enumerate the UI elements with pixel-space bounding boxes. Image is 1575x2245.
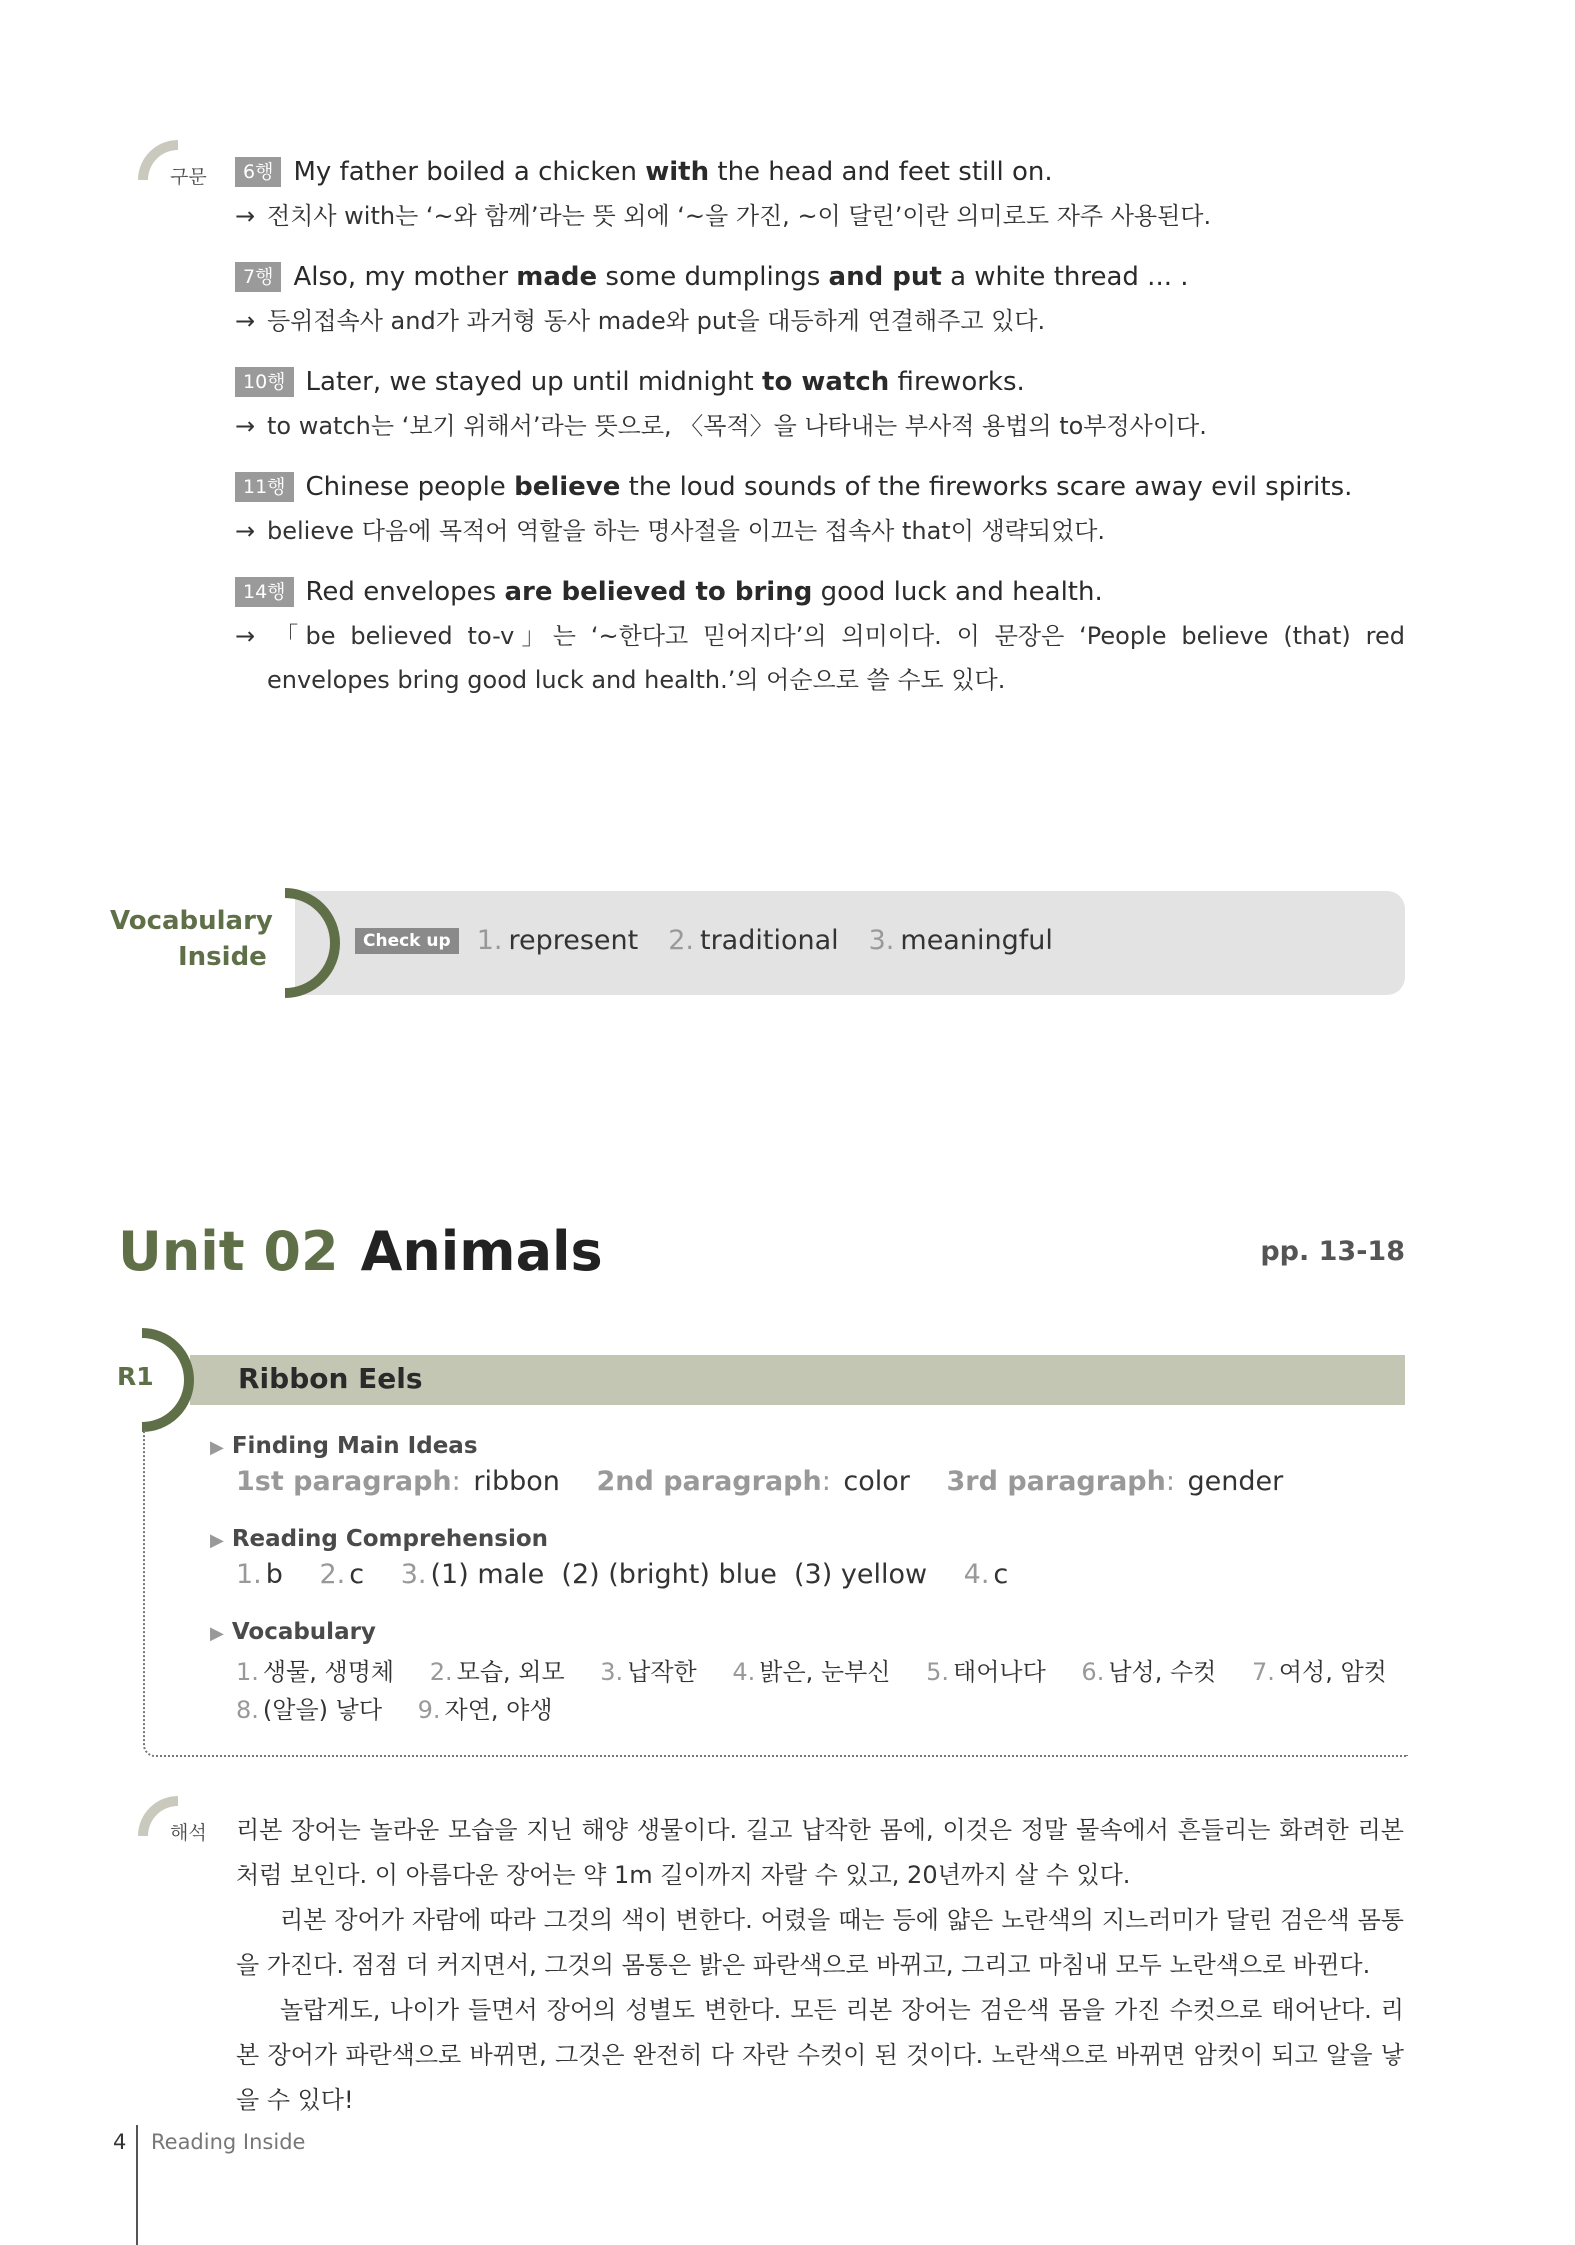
explanation-text: believe 다음에 목적어 역할을 하는 명사절을 이끄는 접속사 that이 생략되었다. <box>267 517 1106 545</box>
line-number-badge: 14행 <box>235 577 294 607</box>
syntax-explanation <box>235 614 1405 702</box>
emphasized-phrase: to watch <box>762 367 890 397</box>
syntax-label: 구문 <box>170 166 207 188</box>
book-title: Reading Inside <box>151 2130 306 2154</box>
emphasized-phrase: are believed to bring <box>504 577 813 607</box>
line-number-badge: 7행 <box>235 262 281 292</box>
check-up-badge: Check up <box>355 928 459 954</box>
unit-name: Animals <box>360 1220 603 1283</box>
explanation-text: 「be believed to-v」는 ‘~한다고 믿어지다’의 의미이다. 이 문장은 ‘People believe (that) red envelopes bring good luck and health.’의 어순으로 쓸 수도 있다. <box>267 622 1405 694</box>
triangle-bullet-icon: ▶ <box>210 1437 224 1458</box>
example-sentence <box>306 577 1103 607</box>
syntax-sentence-line <box>235 360 1405 404</box>
triangle-bullet-icon: ▶ <box>210 1623 224 1644</box>
line-number-badge: 11행 <box>235 472 294 502</box>
unit-number: Unit 02 <box>118 1220 339 1283</box>
translation-paragraph-1: 리본 장어는 놀라운 모습을 지닌 해양 생물이다. 길고 납작한 몸에, 이것은 정말 물속에서 흔들리는 화려한 리본처럼 보인다. 이 아름다운 장어는 약 1m 길이까지 자랄 수 있고, 20년까지 살 수 있다. <box>236 1816 1404 1889</box>
sentence-fragment: Red envelopes <box>305 577 505 607</box>
example-sentence <box>306 367 1025 397</box>
translation-label: 해석 <box>170 1822 207 1844</box>
syntax-item <box>235 570 1405 702</box>
vocab-answer-1: 1. represent <box>476 925 639 956</box>
vocabulary-row-2: 8. (알을) 낳다 9. 자연, 야생 <box>236 1696 553 1724</box>
syntax-sentence-line <box>235 255 1405 299</box>
emphasized-phrase: with <box>645 157 710 187</box>
syntax-explanation <box>235 404 1405 448</box>
example-sentence <box>293 262 1188 292</box>
explanation-text: 등위접속사 and가 과거형 동사 made와 put을 대등하게 연결해주고 있다. <box>267 307 1046 335</box>
syntax-sentence-line <box>235 465 1405 509</box>
translation-paragraph-2: 리본 장어가 자람에 따라 그것의 색이 변한다. 어렸을 때는 등에 얇은 노란색의 지느러미가 달린 검은색 몸통을 가진다. 점점 더 커지면서, 그것의 몸통은 밝은 파란색으로 바뀌고, 그리고 마침내 모두 노란색으로 바뀐다. <box>236 1906 1404 1979</box>
sentence-fragment: good luck and health. <box>812 577 1103 607</box>
sentence-fragment: My father boiled a chicken <box>293 157 646 187</box>
explanation-text: to watch는 ‘보기 위해서’라는 뜻으로, 〈목적〉을 나타내는 부사적 용법의 to부정사이다. <box>267 412 1207 440</box>
r1-title: Ribbon Eels <box>238 1362 423 1395</box>
sentence-fragment: Also, my mother <box>293 262 517 292</box>
right-arrow-icon: → <box>235 202 256 230</box>
syntax-sentence-line <box>235 570 1405 614</box>
vocabulary-row-1: 1. 생물, 생명체 2. 모습, 외모 3. 납작한 4. 밝은, 눈부신 5. 태어나다 6. 남성, 수컷 7. 여성, 암컷 <box>236 1658 1387 1686</box>
line-number-badge: 10행 <box>235 367 294 397</box>
vocab-answer-2: 2. traditional <box>668 925 839 956</box>
sentence-fragment: the loud sounds of the fireworks scare away evil spirits. <box>620 472 1353 502</box>
syntax-explanation <box>235 509 1405 553</box>
main-ideas-row: 1st paragraph: ribbon 2nd paragraph: color 3rd paragraph: gender <box>236 1466 1284 1497</box>
vocab-answer-3: 3. meaningful <box>868 925 1053 956</box>
triangle-bullet-icon: ▶ <box>210 1530 224 1551</box>
sentence-fragment: a white thread ... . <box>941 262 1189 292</box>
explanation-text: 전치사 with는 ‘~와 함께’라는 뜻 외에 ‘~을 가진, ~이 달린’이란 의미로도 자주 사용된다. <box>267 202 1212 230</box>
syntax-item <box>235 465 1405 553</box>
comprehension-heading: ▶ Reading Comprehension <box>210 1526 549 1552</box>
right-arrow-icon: → <box>235 412 256 440</box>
vocabulary-heading: ▶ Vocabulary <box>210 1619 376 1645</box>
example-sentence <box>293 157 1052 187</box>
syntax-item <box>235 150 1405 238</box>
sentence-fragment: fireworks. <box>889 367 1025 397</box>
footer-divider <box>136 2125 138 2245</box>
main-ideas-heading: ▶ Finding Main Ideas <box>210 1433 478 1459</box>
translation-text <box>236 1808 1404 2123</box>
comprehension-row: 1. b 2. c 3. (1) male (2) (bright) blue (3) yellow 4. c <box>236 1559 1009 1590</box>
right-arrow-icon: → <box>235 517 256 545</box>
syntax-explanation <box>235 194 1405 238</box>
example-sentence <box>306 472 1353 502</box>
emphasized-phrase: made <box>516 262 598 292</box>
sentence-fragment: the head and feet still on. <box>709 157 1053 187</box>
sentence-fragment: Chinese people <box>305 472 515 502</box>
syntax-item <box>235 360 1405 448</box>
right-arrow-icon: → <box>235 622 256 650</box>
r1-label: R1 <box>117 1362 154 1391</box>
page-number: 4 <box>113 2130 127 2154</box>
syntax-sentence-line <box>235 150 1405 194</box>
unit-heading <box>118 1220 603 1283</box>
sentence-fragment: Later, we stayed up until midnight <box>305 367 763 397</box>
right-arrow-icon: → <box>235 307 256 335</box>
emphasized-phrase: believe <box>514 472 621 502</box>
syntax-item <box>235 255 1405 343</box>
sentence-fragment: some dumplings <box>597 262 829 292</box>
vocab-title-line2: Inside <box>178 942 267 972</box>
vocab-check-row <box>355 925 1083 956</box>
vocab-inside-title <box>110 903 273 975</box>
unit-pages: pp. 13-18 <box>1260 1236 1405 1267</box>
syntax-explanation <box>235 299 1405 343</box>
vocab-title-line1: Vocabulary <box>110 906 273 936</box>
line-number-badge: 6행 <box>235 157 281 187</box>
emphasized-phrase: and put <box>828 262 942 292</box>
translation-paragraph-3: 놀랍게도, 나이가 들면서 장어의 성별도 변한다. 모든 리본 장어는 검은색 몸을 가진 수컷으로 태어난다. 리본 장어가 파란색으로 바뀌면, 그것은 완전히 다 자란 수컷이 된 것이다. 노란색으로 바뀌면 암컷이 되고 알을 낳을 수 있다! <box>236 1996 1404 2114</box>
